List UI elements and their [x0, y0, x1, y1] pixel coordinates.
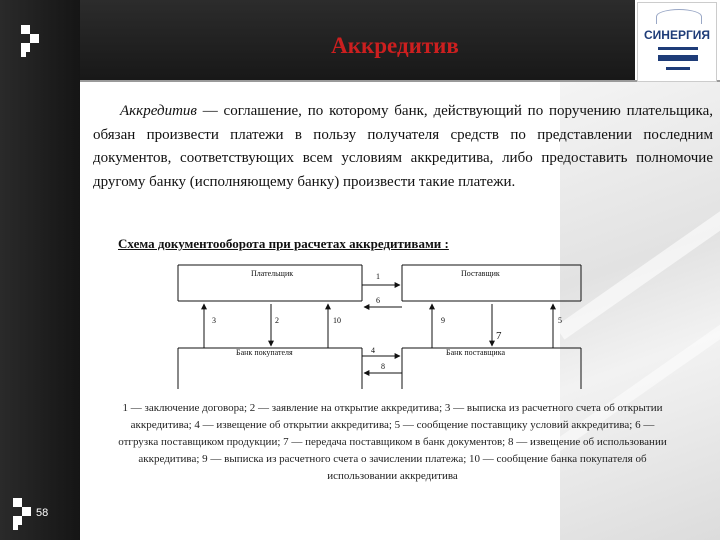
page-number: 58 — [36, 507, 49, 519]
left-sidebar-bar — [0, 0, 80, 540]
arrow-label: 6 — [376, 296, 380, 305]
decor-square — [22, 507, 31, 516]
scheme-legend: 1 — заключение договора; 2 — заявление на открытие аккредитива; 3 — выписка из расчетного счета об открытии аккредитива; 4 — извещение об открытии аккредитива; 5 — сообщение поставщику условий аккредитива; 6 — отгрузка поставщиком продукции; 7 — передача поставщиком в банк документов; 8 — извещение об использовании аккредитива; 9 — выписка из расчетного счета о зачислении платежа; 10 — сообщение банка покупателя об использовании аккредитива — [118, 402, 667, 482]
decor-square — [13, 525, 18, 530]
box-supplier-label: Поставщик — [461, 269, 500, 278]
logo-brand-text: СИНЕРГИЯ — [643, 28, 711, 42]
arrow-label: 8 — [381, 362, 385, 371]
definition-term: Аккредитив — [120, 103, 197, 119]
scheme-title: Схема документооборота при расчетах аккредитивами : — [118, 236, 449, 251]
decor-square — [13, 498, 22, 507]
box-payer-bank-label: Банк покупателя — [236, 348, 293, 357]
synergy-logo — [637, 2, 717, 82]
decor-square — [21, 25, 30, 34]
decor-square — [13, 516, 22, 525]
arrow-label: 10 — [333, 316, 341, 325]
arrow-label: 3 — [212, 316, 216, 325]
definition-paragraph — [93, 100, 713, 194]
logo-band — [658, 55, 698, 61]
logo-line — [658, 47, 698, 50]
definition-text: — соглашение, по которому банк, действующий по поручению плательщика, обязан произвести платежи в пользу получателя средств по представлении последним документов, соответствующих всем условиям аккредитива, либо предоставить полномочие другому банку (исполняющему банку) произвести такие платежи. — [93, 103, 713, 190]
logo-arc — [656, 9, 702, 24]
box-supplier-bank-label: Банк поставщика — [446, 348, 506, 357]
decor-square — [21, 43, 30, 52]
box-payer-label: Плательщик — [251, 269, 294, 278]
arrow-label: 2 — [275, 316, 279, 325]
arrow-label: 7 — [496, 330, 502, 342]
arrow-label: 4 — [371, 346, 375, 355]
decor-square — [21, 52, 26, 57]
arrow-label: 1 — [376, 272, 380, 281]
document-flow-diagram — [176, 263, 584, 393]
slide-title: Аккредитив — [331, 33, 459, 58]
decor-square — [30, 34, 39, 43]
arrow-label: 5 — [558, 316, 562, 325]
logo-line — [666, 67, 690, 70]
arrow-label: 9 — [441, 316, 445, 325]
